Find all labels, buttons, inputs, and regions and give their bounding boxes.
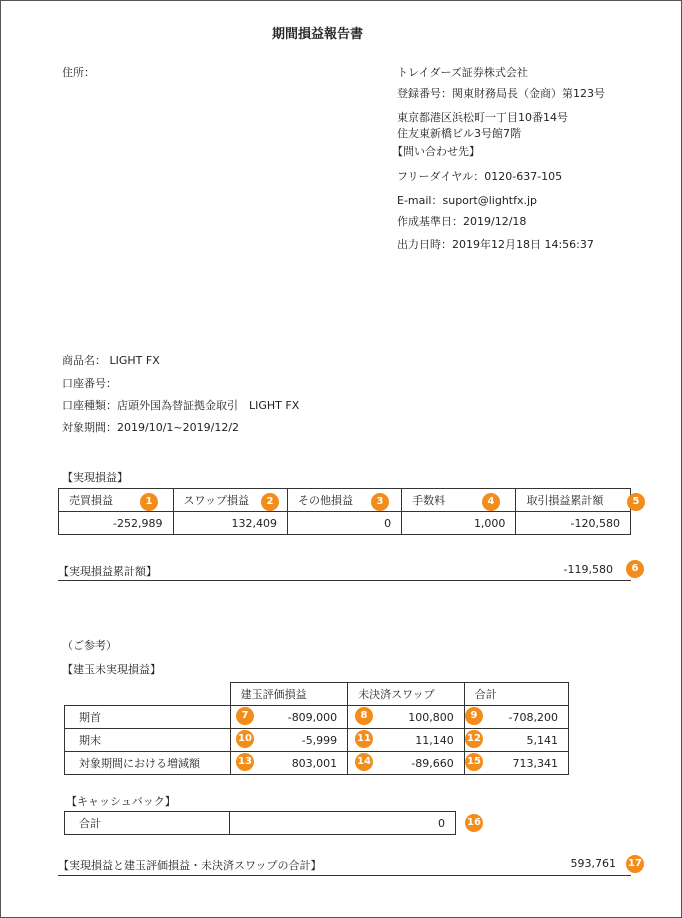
- badge-7: 7: [236, 707, 254, 725]
- val-cumulative: -120,580: [516, 512, 631, 535]
- cashback-value: 0: [230, 812, 456, 835]
- realized-total-underline: [58, 580, 631, 581]
- col-other-pl: その他損益: [288, 489, 402, 512]
- val-end-position: -5,999: [230, 729, 348, 752]
- val-end-total: 5,141: [464, 729, 568, 752]
- badge-17: 17: [626, 855, 644, 873]
- blank-corner: [65, 683, 231, 706]
- company-address-2: 住友東新橋ビル3号館7階: [397, 127, 521, 140]
- val-trade-pl: -252,989: [59, 512, 174, 535]
- val-start-total: -708,200: [464, 706, 568, 729]
- base-date: 作成基準日：2019/12/18: [397, 215, 527, 228]
- badge-9: 9: [465, 707, 483, 725]
- unrealized-row-start: [65, 706, 569, 729]
- target-period: 対象期間：2019/10/1~2019/12/2: [62, 421, 240, 434]
- cashback-label: 合計: [65, 812, 230, 835]
- val-start-swap: 100,800: [348, 706, 465, 729]
- cashback-row: [65, 812, 456, 835]
- badge-16: 16: [465, 814, 483, 832]
- product-name: 商品名： LIGHT FX: [62, 354, 160, 367]
- row-label-change: 対象期間における増減額: [65, 752, 231, 775]
- company-name: トレイダーズ証券株式会社: [397, 66, 528, 79]
- contact-header: 【問い合わせ先】: [392, 145, 480, 158]
- val-end-swap: 11,140: [348, 729, 465, 752]
- badge-8: 8: [355, 707, 373, 725]
- val-other-pl: 0: [288, 512, 402, 535]
- val-change-total: 713,341: [464, 752, 568, 775]
- email: E-mail：suport@lightfx.jp: [397, 194, 538, 207]
- realized-total-label: 【実現損益累計額】: [58, 565, 157, 578]
- badge-5: 5: [627, 493, 645, 511]
- row-label-end: 期末: [65, 729, 231, 752]
- badge-10: 10: [236, 730, 254, 748]
- badge-14: 14: [355, 753, 373, 771]
- address-label: 住所：: [62, 66, 95, 79]
- badge-11: 11: [355, 730, 373, 748]
- account-type: 口座種類：店頭外国為替証拠金取引 LIGHT FX: [62, 399, 300, 412]
- unrealized-header-row: [65, 683, 569, 706]
- badge-2: 2: [261, 493, 279, 511]
- val-fee: 1,000: [402, 512, 516, 535]
- badge-15: 15: [465, 753, 483, 771]
- unrealized-table: [64, 682, 569, 775]
- realized-value-row: [59, 512, 631, 535]
- grand-total-value: 593,761: [570, 857, 616, 870]
- unrealized-row-end: [65, 729, 569, 752]
- unrealized-row-change: [65, 752, 569, 775]
- badge-4: 4: [482, 493, 500, 511]
- badge-3: 3: [371, 493, 389, 511]
- realized-total-value: -119,580: [563, 563, 613, 576]
- freedial: フリーダイヤル：0120-637-105: [397, 170, 563, 183]
- badge-6: 6: [626, 560, 644, 578]
- cashback-header: 【キャッシュバック】: [66, 795, 176, 808]
- val-change-position: 803,001: [230, 752, 348, 775]
- company-address-1: 東京都港区浜松町一丁目10番14号: [397, 111, 568, 124]
- reference-note: （ご参考）: [62, 639, 117, 652]
- realized-header: 【実現損益】: [62, 471, 128, 484]
- row-label-start: 期首: [65, 706, 231, 729]
- page-title: 期間損益報告書: [272, 27, 364, 42]
- grand-total-label: 【実現損益と建玉評価損益・未決済スワップの合計】: [58, 859, 322, 872]
- col-total: 合計: [464, 683, 568, 706]
- col-trade-pl: 売買損益: [59, 489, 174, 512]
- col-swap-pl: スワップ損益: [173, 489, 287, 512]
- val-change-swap: -89,660: [348, 752, 465, 775]
- val-swap-pl: 132,409: [173, 512, 287, 535]
- unrealized-header: 【建玉未実現損益】: [62, 663, 161, 676]
- grand-total-underline: [58, 875, 631, 876]
- col-fee: 手数料: [402, 489, 516, 512]
- col-cumulative: 取引損益累計額: [516, 489, 631, 512]
- badge-13: 13: [236, 753, 254, 771]
- val-start-position: -809,000: [230, 706, 348, 729]
- account-number: 口座番号：: [62, 377, 117, 390]
- registration-number: 登録番号：関東財務局長（金商）第123号: [397, 87, 605, 100]
- badge-1: 1: [140, 493, 158, 511]
- output-time: 出力日時：2019年12月18日 14:56:37: [397, 238, 594, 251]
- cashback-table: [64, 811, 456, 835]
- badge-12: 12: [465, 730, 483, 748]
- col-position-pl: 建玉評価損益: [230, 683, 348, 706]
- col-unsettled-swap: 未決済スワップ: [348, 683, 465, 706]
